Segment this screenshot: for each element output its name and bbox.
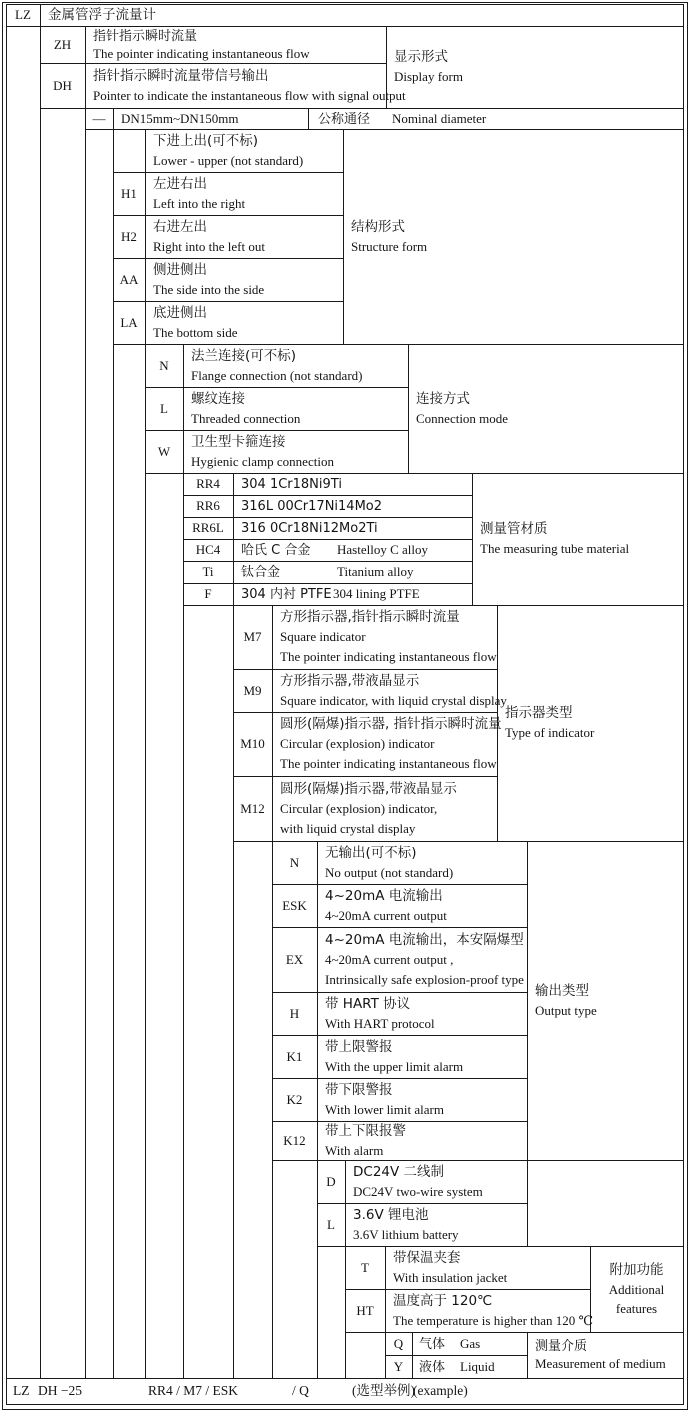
model-title-text: 金属管浮子流量计 — [48, 7, 156, 23]
output-row-n-l2: No output (not standard) — [325, 864, 454, 880]
output-row-esk-code: ESK — [282, 897, 307, 913]
output-type-label-zh: 输出类型 — [535, 982, 589, 999]
indicator-row-m10-l2: Circular (explosion) indicator — [280, 736, 435, 751]
indicator-row-m9-code: M9 — [243, 682, 262, 698]
additional-row-t-desc — [385, 1246, 590, 1289]
connection-row-w-zh: 卫生型卡箍连接 — [191, 433, 286, 450]
output-type-label — [527, 841, 683, 1160]
output-row-k1-code: K1 — [286, 1048, 303, 1064]
output-row-k12-l1: 带上下限报警 — [325, 1122, 406, 1139]
connection-row-n-en: Flange connection (not standard) — [191, 367, 363, 383]
indicator-row-m7-code: M7 — [243, 629, 262, 644]
structure-row-h1-en: Left into the right — [153, 195, 246, 211]
material-row-rr4-zh: 304 1Cr18Ni9Ti — [241, 477, 342, 492]
example-item-note-zh: (选型举例) — [352, 1383, 415, 1398]
medium-row-q-code: Q — [393, 1335, 404, 1351]
material-row-f-en: 304 lining PTFE — [333, 586, 420, 601]
medium-row-y-desc — [412, 1355, 527, 1378]
material-row-rr6l-code: RR6L — [192, 520, 224, 535]
model-code: LZ — [15, 7, 31, 22]
additional-row-t-zh: 带保温夹套 — [393, 1249, 461, 1266]
power-row-d-zh: DC24V 二线制 — [353, 1163, 445, 1180]
medium-row-y-en: Liquid — [460, 1358, 495, 1374]
material-row-hc4-en: Hastelloy C alloy — [337, 542, 428, 557]
display-form-label — [386, 26, 683, 108]
grid-line-h — [6, 1404, 684, 1405]
material-label-zh: 测量管材质 — [480, 521, 548, 537]
display-row-dh-desc-en: Pointer to indicate the instantaneous flow with signal output — [93, 87, 406, 103]
material-label-en: The measuring tube material — [480, 541, 630, 556]
nominal-label-zh: 公称通径 — [318, 111, 371, 127]
material-row-rr6l-desc — [233, 517, 472, 539]
indicator-row-m10-desc — [272, 712, 502, 776]
output-row-h-code: H — [289, 1005, 300, 1021]
display-row-dh-desc — [85, 63, 406, 108]
material-row-ti-zh: 钛合金 — [241, 565, 281, 580]
grid-line-v — [6, 4, 7, 1405]
output-row-k2-desc — [317, 1078, 527, 1121]
material-row-rr4-code: RR4 — [196, 476, 220, 491]
material-row-f-code: F — [204, 586, 212, 601]
structure-row-aa-zh: 侧进侧出 — [153, 261, 207, 278]
structure-row-h2-code: H2 — [121, 228, 137, 244]
medium-label-zh: 测量介质 — [535, 1339, 588, 1354]
power-row-l-en: 3.6V lithium battery — [353, 1226, 459, 1242]
material-row-f-desc — [233, 583, 472, 605]
material-row-ti-desc — [233, 561, 472, 583]
connection-row-n-code: N — [159, 357, 169, 373]
connection-row-n-zh: 法兰连接(可不标) — [191, 347, 297, 364]
power-row-d-desc — [345, 1160, 527, 1203]
indicator-row-m10-l1: 圆形(隔爆)指示器, 指针指示瞬时流量 — [280, 716, 502, 732]
additional-row-t-code: T — [361, 1259, 369, 1275]
material-row-rr6-desc — [233, 495, 472, 517]
indicator-row-m9-l2: Square indicator, with liquid crystal display — [280, 692, 507, 708]
connection-row-w-code: W — [157, 443, 171, 459]
indicator-row-m9-l1: 方形指示器,带液晶显示 — [280, 672, 420, 689]
power-row-d-en: DC24V two-wire system — [353, 1183, 483, 1199]
output-row-k1-l2: With the upper limit alarm — [325, 1058, 464, 1074]
structure-form-label-en: Structure form — [351, 238, 428, 254]
structure-row-aa-code: AA — [119, 271, 139, 287]
structure-row-h2-desc — [145, 215, 343, 258]
output-row-ex-code: EX — [285, 951, 304, 967]
output-row-k12-code: K12 — [283, 1132, 306, 1148]
indicator-row-m9-desc — [272, 669, 507, 712]
additional-row-ht-desc — [385, 1289, 594, 1332]
output-row-esk-l2: 4~20mA current output — [325, 907, 447, 923]
display-row-zh-code: ZH — [53, 36, 72, 52]
structure-row-h1-zh: 左进右出 — [153, 175, 207, 192]
material-row-hc4-desc — [233, 539, 472, 561]
output-type-label-en: Output type — [535, 1002, 597, 1018]
output-row-k12-desc — [317, 1121, 527, 1160]
display-row-dh-code: DH — [53, 77, 72, 93]
structure-row-h1-code: H1 — [121, 185, 137, 201]
output-row-k1-l1: 带上限警报 — [325, 1038, 393, 1055]
indicator-row-m12-l1: 圆形(隔爆)指示器,带液晶显示 — [280, 780, 457, 797]
display-row-zh-desc — [85, 26, 386, 63]
structure-row-0-code — [113, 129, 145, 172]
output-row-ex-l3: Intrinsically safe explosion-proof type — [325, 971, 524, 987]
medium-label — [527, 1332, 683, 1378]
output-row-esk-desc — [317, 884, 527, 927]
model-title — [40, 4, 683, 26]
additional-features-label-en1: Additional — [608, 1281, 665, 1297]
medium-row-q-desc — [412, 1332, 527, 1355]
connection-row-l-desc — [183, 387, 408, 430]
indicator-type-label-en: Type of indicator — [505, 725, 595, 740]
connection-row-w-desc — [183, 430, 408, 473]
structure-row-la-desc — [145, 301, 343, 344]
material-row-rr4-desc — [233, 473, 472, 495]
indicator-row-m10-code: M10 — [240, 736, 265, 751]
material-row-rr6-zh: 316L 00Cr17Ni14Mo2 — [241, 499, 383, 514]
example-item-dh25: DH −25 — [38, 1383, 82, 1398]
output-row-n-code: N — [289, 854, 300, 870]
indicator-type-label-zh: 指示器类型 — [505, 705, 573, 721]
additional-row-t-en: With insulation jacket — [393, 1269, 508, 1285]
indicator-row-m12-l2: Circular (explosion) indicator, — [280, 800, 438, 816]
display-row-zh-desc-en: The pointer indicating instantaneous flow — [93, 45, 310, 61]
nominal-label-en: Nominal diameter — [392, 110, 487, 126]
output-row-k12-l2: With alarm — [325, 1142, 384, 1158]
output-row-ex-l2: 4~20mA current output , — [325, 951, 454, 967]
connection-mode-label-zh: 连接方式 — [416, 390, 470, 407]
indicator-row-m7-l1: 方形指示器,指针指示瞬时流量 — [280, 609, 460, 625]
structure-row-aa-en: The side into the side — [153, 281, 265, 297]
display-row-dh-desc-zh: 指针指示瞬时流量带信号输出 — [93, 67, 269, 84]
connection-row-l-zh: 螺纹连接 — [191, 390, 245, 407]
indicator-row-m12-code: M12 — [240, 800, 265, 816]
display-form-label-zh: 显示形式 — [394, 49, 448, 65]
medium-row-y-zh: 液体 — [419, 1359, 446, 1375]
grid-line-v — [85, 26, 86, 1379]
nominal-value — [113, 108, 308, 129]
power-row-l-zh: 3.6V 锂电池 — [353, 1206, 429, 1223]
additional-features-label — [590, 1246, 683, 1332]
display-row-zh-desc-zh: 指针指示瞬时流量 — [93, 28, 198, 44]
output-row-h-desc — [317, 992, 527, 1035]
medium-label-en: Measurement of medium — [535, 1356, 666, 1371]
additional-row-ht-code: HT — [356, 1302, 374, 1318]
structure-row-aa-desc — [145, 258, 343, 301]
output-row-ex-desc — [317, 927, 527, 992]
structure-row-0-en: Lower - upper (not standard) — [153, 152, 304, 168]
medium-row-y-code: Y — [393, 1358, 404, 1374]
output-row-esk-l1: 4~20mA 电流输出 — [325, 887, 443, 904]
medium-row-q-zh: 气体 — [419, 1336, 446, 1352]
output-row-n-l1: 无输出(可不标) — [325, 844, 417, 861]
material-row-rr6l-zh: 316 0Cr18Ni12Mo2Ti — [241, 521, 378, 536]
structure-row-la-en: The bottom side — [153, 324, 238, 340]
material-row-ti-en: Titanium alloy — [337, 564, 414, 579]
output-row-k2-l1: 带下限警报 — [325, 1081, 393, 1098]
output-row-n-desc — [317, 841, 527, 884]
example-item-q: / Q — [292, 1383, 309, 1398]
material-label — [472, 473, 683, 605]
medium-row-q-en: Gas — [460, 1335, 481, 1351]
indicator-row-m10-l3: The pointer indicating instantaneous flow — [280, 756, 497, 771]
output-row-k2-l2: With lower limit alarm — [325, 1101, 444, 1117]
additional-row-ht-zh: 温度高于 120℃ — [393, 1292, 493, 1309]
grid-line-v — [683, 4, 684, 1405]
connection-row-n-desc — [183, 344, 408, 387]
output-row-k1-desc — [317, 1035, 527, 1078]
display-form-label-en: Display form — [394, 69, 463, 84]
indicator-row-m12-l3: with liquid crystal display — [280, 820, 416, 836]
output-row-h-l2: With HART protocol — [325, 1015, 435, 1031]
additional-features-label-zh: 附加功能 — [609, 1261, 664, 1278]
structure-row-0-zh: 下进上出(可不标) — [153, 132, 259, 149]
structure-row-h1-desc — [145, 172, 343, 215]
indicator-row-m12-desc — [272, 776, 497, 841]
output-row-ex-l1: 4~20mA 电流输出，本安隔爆型 — [325, 931, 524, 948]
output-row-k2-code: K2 — [286, 1091, 303, 1107]
connection-mode-label — [408, 344, 683, 473]
nominal-code: — — [92, 110, 106, 126]
example-item-codes: RR4 / M7 / ESK — [148, 1383, 239, 1398]
power-row-d-code: D — [326, 1173, 336, 1189]
structure-row-0-desc — [145, 129, 343, 172]
indicator-row-m7-l2: Square indicator — [280, 629, 366, 644]
example-item-lz: LZ — [13, 1383, 30, 1398]
connection-row-l-code: L — [160, 400, 168, 416]
additional-row-ht-en: The temperature is higher than 120 ℃ — [393, 1312, 594, 1328]
structure-row-la-code: LA — [120, 314, 138, 330]
indicator-row-m7-l3: The pointer indicating instantaneous flow — [280, 649, 497, 664]
material-row-hc4-code: HC4 — [195, 542, 221, 557]
material-row-f-zh: 304 内衬 PTFE — [241, 587, 332, 602]
structure-form-label — [343, 129, 683, 344]
connection-mode-label-en: Connection mode — [416, 410, 509, 426]
indicator-type-label — [497, 605, 683, 841]
structure-row-la-zh: 底进侧出 — [153, 304, 207, 321]
power-row-l-desc — [345, 1203, 527, 1246]
material-row-ti-code: Ti — [202, 564, 214, 579]
nominal-label — [308, 108, 683, 129]
grid-line-v — [40, 4, 41, 1379]
nominal-value-text: DN15mm~DN150mm — [121, 110, 239, 126]
structure-row-h2-zh: 右进左出 — [153, 218, 207, 235]
additional-features-label-en2: features — [615, 1300, 658, 1316]
material-row-hc4-zh: 哈氏 C 合金 — [241, 543, 311, 558]
structure-form-label-zh: 结构形式 — [351, 218, 405, 235]
output-row-h-l1: 带 HART 协议 — [325, 995, 411, 1012]
indicator-row-m7-desc — [272, 605, 497, 669]
example-item-note-en: (example) — [413, 1383, 468, 1398]
connection-row-l-en: Threaded connection — [191, 410, 301, 426]
material-row-rr6-code: RR6 — [196, 498, 220, 513]
power-row-l-code: L — [327, 1216, 335, 1232]
structure-row-h2-en: Right into the left out — [153, 238, 265, 254]
connection-row-w-en: Hygienic clamp connection — [191, 453, 334, 469]
